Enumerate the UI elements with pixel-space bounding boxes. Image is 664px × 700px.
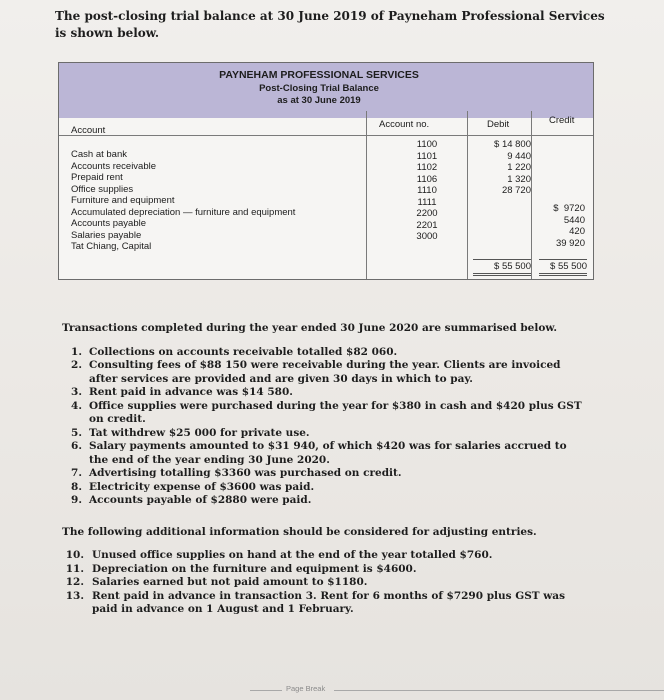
item-text: Unused office supplies on hand at the end of the year totalled $760. bbox=[92, 549, 493, 561]
list-item bbox=[62, 386, 582, 400]
item-text: Consulting fees of $88 150 were receivable during the year. Clients are invoiced after services are provided and are given 30 days in which to pay. bbox=[89, 359, 561, 385]
list-item bbox=[62, 481, 582, 495]
account-number: 1102 bbox=[416, 162, 438, 173]
trial-balance-table bbox=[58, 62, 594, 280]
column-divider bbox=[366, 111, 367, 279]
transactions-heading: Transactions completed during the year ended 30 June 2020 are summarised below. bbox=[62, 322, 557, 334]
list-item bbox=[62, 359, 582, 386]
credit-amount: 39 920 bbox=[555, 237, 585, 249]
item-text: Salaries earned but not paid amount to $1180. bbox=[92, 576, 368, 588]
account-number: 1101 bbox=[416, 150, 438, 162]
item-number: 6. bbox=[71, 440, 82, 452]
debit-values bbox=[467, 139, 531, 197]
debit-amount: $ 14 800 bbox=[494, 139, 531, 150]
statement-title: Post-Closing Trial Balance bbox=[259, 83, 379, 94]
item-number: 10. bbox=[65, 549, 84, 561]
list-item bbox=[62, 467, 582, 481]
item-number: 1. bbox=[71, 345, 82, 358]
debit-column-header: Debit bbox=[487, 119, 510, 130]
company-name: PAYNEHAM PROFESSIONAL SERVICES bbox=[219, 69, 419, 81]
account-name: Cash at bank bbox=[71, 149, 127, 160]
item-number: 13. bbox=[65, 589, 84, 602]
account-name: Accounts receivable bbox=[71, 160, 157, 172]
item-number: 3. bbox=[71, 386, 82, 398]
adjustments-heading: The following additional information should be considered for adjusting entries. bbox=[62, 525, 537, 538]
column-divider bbox=[531, 111, 532, 279]
credit-amount: 420 bbox=[569, 226, 585, 237]
debit-total: $ 55 500 bbox=[473, 259, 531, 276]
trial-balance-header bbox=[59, 63, 593, 118]
list-item bbox=[62, 563, 582, 577]
credit-amount: $ 9720 bbox=[553, 203, 585, 214]
item-number: 8. bbox=[71, 480, 82, 493]
transactions-list bbox=[62, 346, 582, 508]
item-text: Tat withdrew $25 000 for private use. bbox=[89, 426, 310, 439]
item-text: Electricity expense of $3600 was paid. bbox=[89, 480, 315, 493]
page-break-line bbox=[250, 690, 282, 691]
account-name: Accounts payable bbox=[71, 218, 146, 229]
item-number: 9. bbox=[71, 494, 82, 506]
item-number: 7. bbox=[71, 467, 82, 479]
credit-amount: 5440 bbox=[563, 214, 585, 226]
credit-total: $ 55 500 bbox=[539, 259, 587, 276]
account-column-header: Account bbox=[71, 125, 106, 136]
item-number: 4. bbox=[71, 399, 82, 412]
debit-amount: 1 320 bbox=[507, 173, 531, 185]
statement-date: as at 30 June 2019 bbox=[277, 95, 361, 106]
item-text: Salary payments amounted to $31 940, of which $420 was for salaries accrued to the end of the year ending 30 June 2020. bbox=[89, 440, 567, 466]
account-name: Furniture and equipment bbox=[71, 195, 175, 206]
item-text: Collections on accounts receivable totalled $82 060. bbox=[89, 345, 398, 358]
account-number: 2200 bbox=[416, 208, 438, 219]
item-text: Rent paid in advance was $14 580. bbox=[89, 386, 293, 398]
header-rule bbox=[59, 135, 593, 136]
item-text: Advertising totalling $3360 was purchased on credit. bbox=[89, 467, 402, 479]
account-number: 3000 bbox=[416, 231, 438, 242]
account-number: 1110 bbox=[417, 185, 437, 196]
debit-amount: 9 440 bbox=[507, 150, 531, 162]
list-item bbox=[62, 440, 582, 467]
item-number: 11. bbox=[65, 562, 84, 575]
page-break-line bbox=[334, 690, 664, 691]
list-item bbox=[62, 494, 582, 508]
list-item bbox=[62, 549, 582, 563]
account-names bbox=[71, 149, 295, 253]
question-body bbox=[62, 322, 582, 635]
account-no-column-header: Account no. bbox=[379, 119, 430, 130]
list-item bbox=[62, 427, 582, 441]
page-break-label: Page Break bbox=[286, 684, 326, 693]
account-name: Prepaid rent bbox=[71, 172, 123, 183]
page-break bbox=[250, 684, 664, 696]
account-numbers bbox=[407, 139, 447, 243]
item-text: Accounts payable of $2880 were paid. bbox=[89, 494, 312, 506]
list-item bbox=[62, 576, 582, 590]
item-number: 12. bbox=[65, 576, 84, 588]
item-text: Rent paid in advance in transaction 3. Rent for 6 months of $7290 plus GST was paid in advance on 1 August and 1 February. bbox=[92, 589, 566, 615]
debit-amount: 28 720 bbox=[501, 185, 531, 196]
account-number: 1106 bbox=[416, 173, 438, 185]
list-item bbox=[62, 346, 582, 360]
list-item bbox=[62, 590, 582, 617]
account-number: 1100 bbox=[416, 139, 438, 150]
debit-amount: 1 220 bbox=[507, 162, 531, 173]
item-text: Office supplies were purchased during the year for $380 in cash and $420 plus GST on credit. bbox=[89, 399, 582, 425]
credit-values bbox=[537, 203, 585, 249]
credit-column-header: Credit bbox=[549, 115, 575, 126]
account-name: Office supplies bbox=[71, 183, 134, 195]
account-number: 1111 bbox=[417, 196, 437, 208]
item-number: 5. bbox=[71, 426, 82, 439]
item-text: Depreciation on the furniture and equipment is $4600. bbox=[92, 562, 417, 575]
item-number: 2. bbox=[71, 359, 82, 371]
intro-text: The post-closing trial balance at 30 June 2019 of Payneham Professional Services is shown below. bbox=[55, 9, 605, 40]
account-name: Accumulated depreciation — furniture and equipment bbox=[71, 206, 296, 218]
account-name: Salaries payable bbox=[71, 229, 142, 241]
adjustments-list bbox=[62, 549, 582, 617]
account-number: 2201 bbox=[416, 219, 438, 231]
list-item bbox=[62, 400, 582, 427]
account-name: Tat Chiang, Capital bbox=[71, 241, 152, 252]
